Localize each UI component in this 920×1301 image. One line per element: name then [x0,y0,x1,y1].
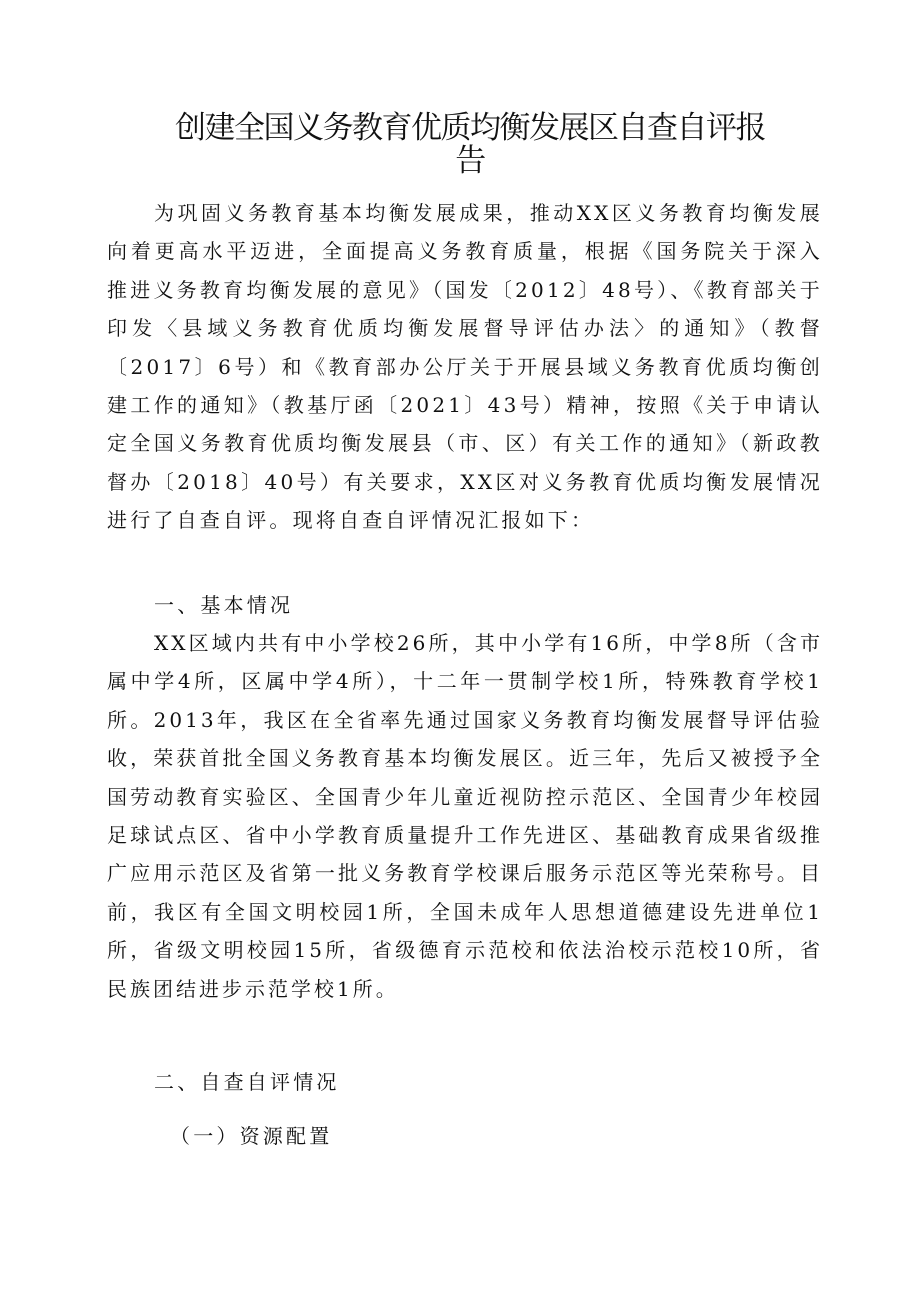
document-title [150,112,790,178]
section-heading-basic-situation: 一、基本情况 [154,593,294,617]
basic-situation-section [107,624,823,1008]
subsection-heading-resource-allocation: （一）资源配置 [170,1124,333,1148]
title-line-2: 告 [455,143,485,179]
intro-paragraph: 为巩固义务教育基本均衡发展成果，推动XX区义务教育均衡发展向着更高水平迈进，全面提高义务教育质量，根据《国务院关于深入推进义务教育均衡发展的意见》（国发〔2012〕48号）、《教育部关于印发〈县域义务教育优质均衡发展督导评估办法〉的通知》（教督〔2017〕6号）和《教育部办公厅关于开展县域义务教育优质均衡创建工作的通知》（教基厅函〔2021〕43号）精神，按照《关于申请认定全国义务教育优质均衡发展县（市、区）有关工作的通知》（新政教督办〔2018〕40号）有关要求，XX区对义务教育优质均衡发展情况进行了自查自评。现将自查自评情况汇报如下： [107,201,823,533]
section-heading-self-assessment: 二、自查自评情况 [154,1070,340,1094]
intro-section [107,194,823,540]
title-line-1: 创建全国义务教育优质均衡发展区自查自评报 [175,110,765,146]
basic-situation-paragraph: XX区域内共有中小学校26所，其中小学有16所，中学8所（含市属中学4所，区属中学4所），十二年一贯制学校1所，特殊教育学校1所。2013年，我区在全省率先通过国家义务教育均衡发展督导评估验收，荣获首批全国义务教育基本均衡发展区。近三年，先后又被授予全国劳动教育实验区、全国青少年儿童近视防控示范区、全国青少年校园足球试点区、省中小学教育质量提升工作先进区、基础教育成果省级推广应用示范区及省第一批义务教育学校课后服务示范区等光荣称号。目前，我区有全国文明校园1所，全国未成年人思想道德建设先进单位1所，省级文明校园15所，省级德育示范校和依法治校示范校10所，省民族团结进步示范学校1所。 [107,631,823,1001]
